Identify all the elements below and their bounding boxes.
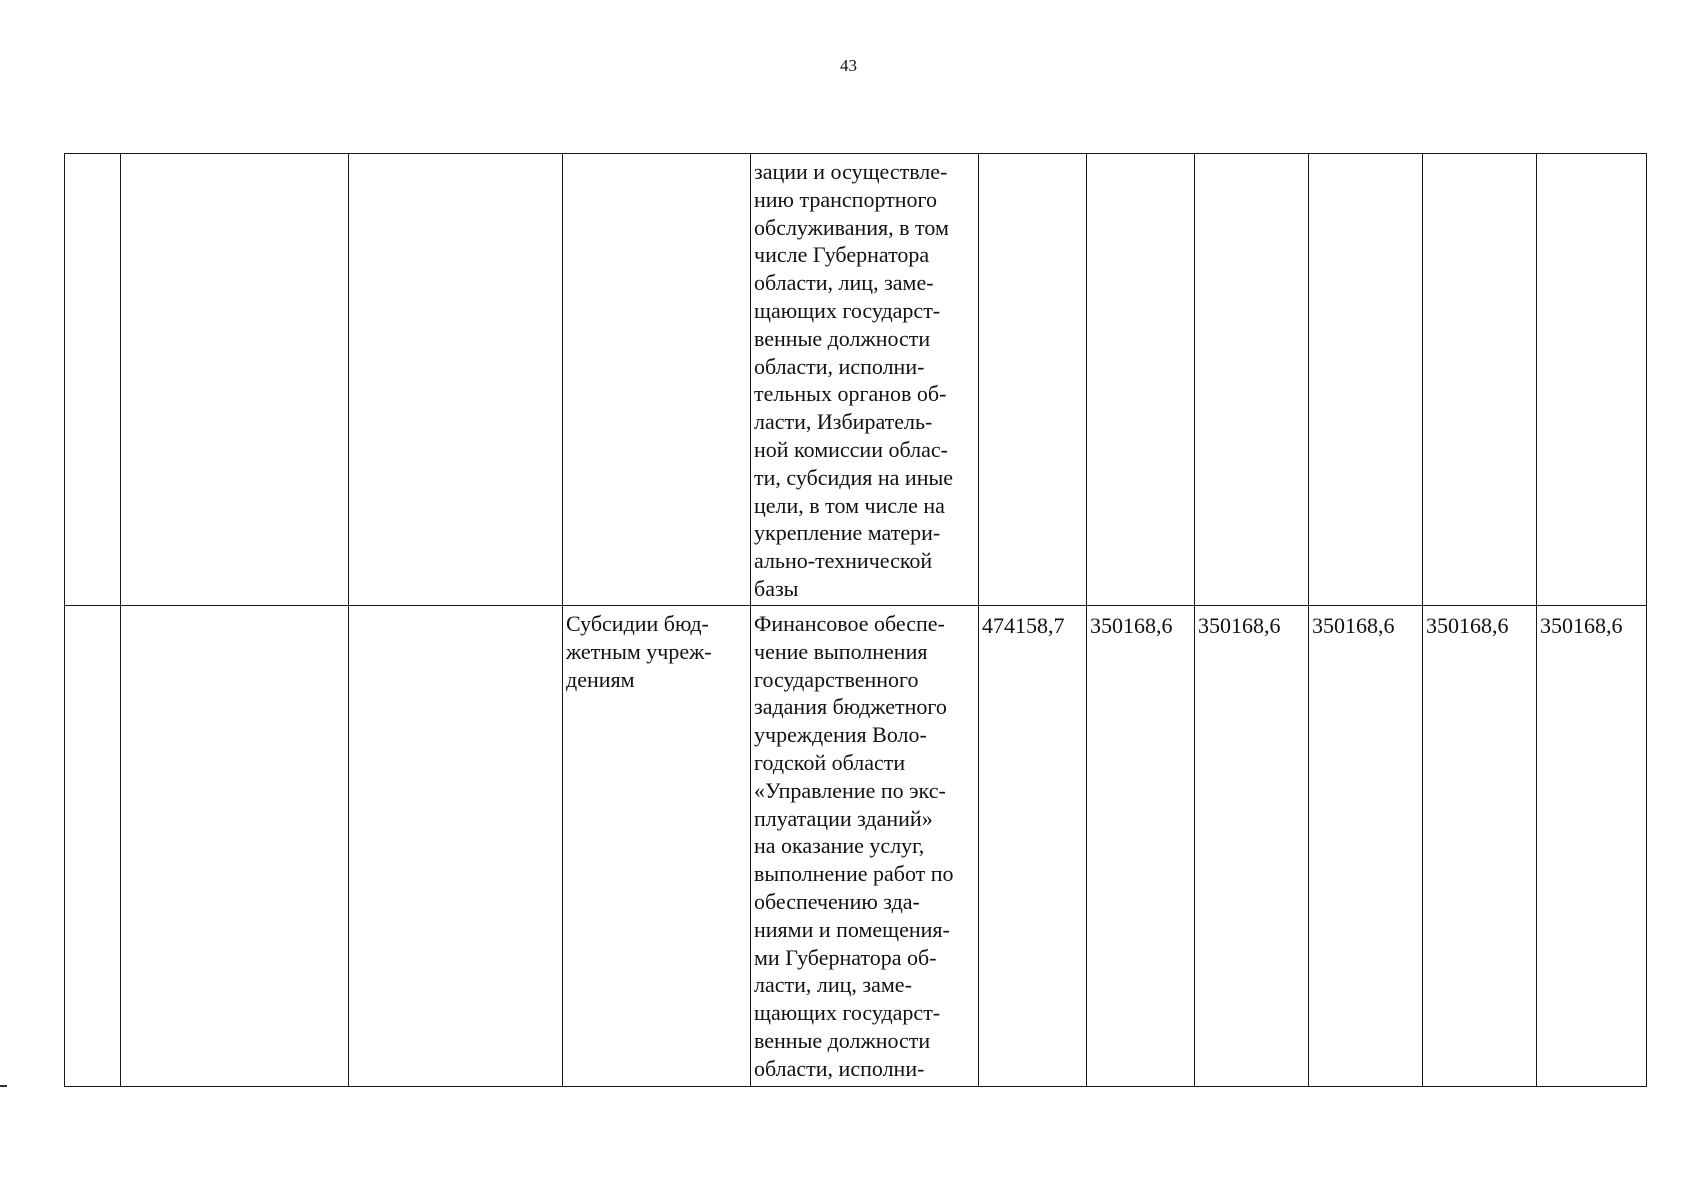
subsidy-type-cell: Субсидии бюд- жетным учреж- дениям	[563, 606, 751, 1087]
executor-cell	[349, 154, 563, 606]
amount-cell	[1309, 154, 1423, 606]
number-cell	[65, 606, 121, 1087]
program-cell	[121, 606, 349, 1087]
subsidy-purpose-cell: Финансовое обеспе- чение выполнения государственного задания бюджетного учреждения Воло- годской области «Управление по экс- плуатации зданий» на оказание услуг, выполнение работ по обеспечению зда- ниями и помещения- ми Губернатора об- ласти, лиц, заме- щающих государст- венные должности области, исполни-	[751, 606, 979, 1087]
scan-edge-mark	[0, 1085, 7, 1087]
executor-cell	[349, 606, 563, 1087]
table-row	[65, 606, 1647, 1087]
amount-cell	[1537, 154, 1647, 606]
amount-cell	[1423, 154, 1537, 606]
budget-table	[64, 153, 1647, 1087]
amount-cell	[1195, 154, 1309, 606]
subsidy-purpose-cell: зации и осуществле- нию транспортного обслуживания, в том числе Губернатора области, лиц, заме- щающих государст- венные должности области, исполни- тельных органов об- ласти, Избиратель- ной комиссии облас- ти, субсидия на иные цели, в том числе на укрепление матери- ально-технической базы	[751, 154, 979, 606]
amount-cell: 474158,7	[979, 606, 1087, 1087]
amount-cell: 350168,6	[1195, 606, 1309, 1087]
program-cell	[121, 154, 349, 606]
amount-cell	[1087, 154, 1195, 606]
amount-cell: 350168,6	[1087, 606, 1195, 1087]
amount-cell: 350168,6	[1309, 606, 1423, 1087]
amount-cell: 350168,6	[1537, 606, 1647, 1087]
subsidy-type-cell	[563, 154, 751, 606]
amount-cell: 350168,6	[1423, 606, 1537, 1087]
number-cell	[65, 154, 121, 606]
page-number: 43	[840, 56, 857, 75]
table-row	[65, 154, 1647, 606]
amount-cell	[979, 154, 1087, 606]
